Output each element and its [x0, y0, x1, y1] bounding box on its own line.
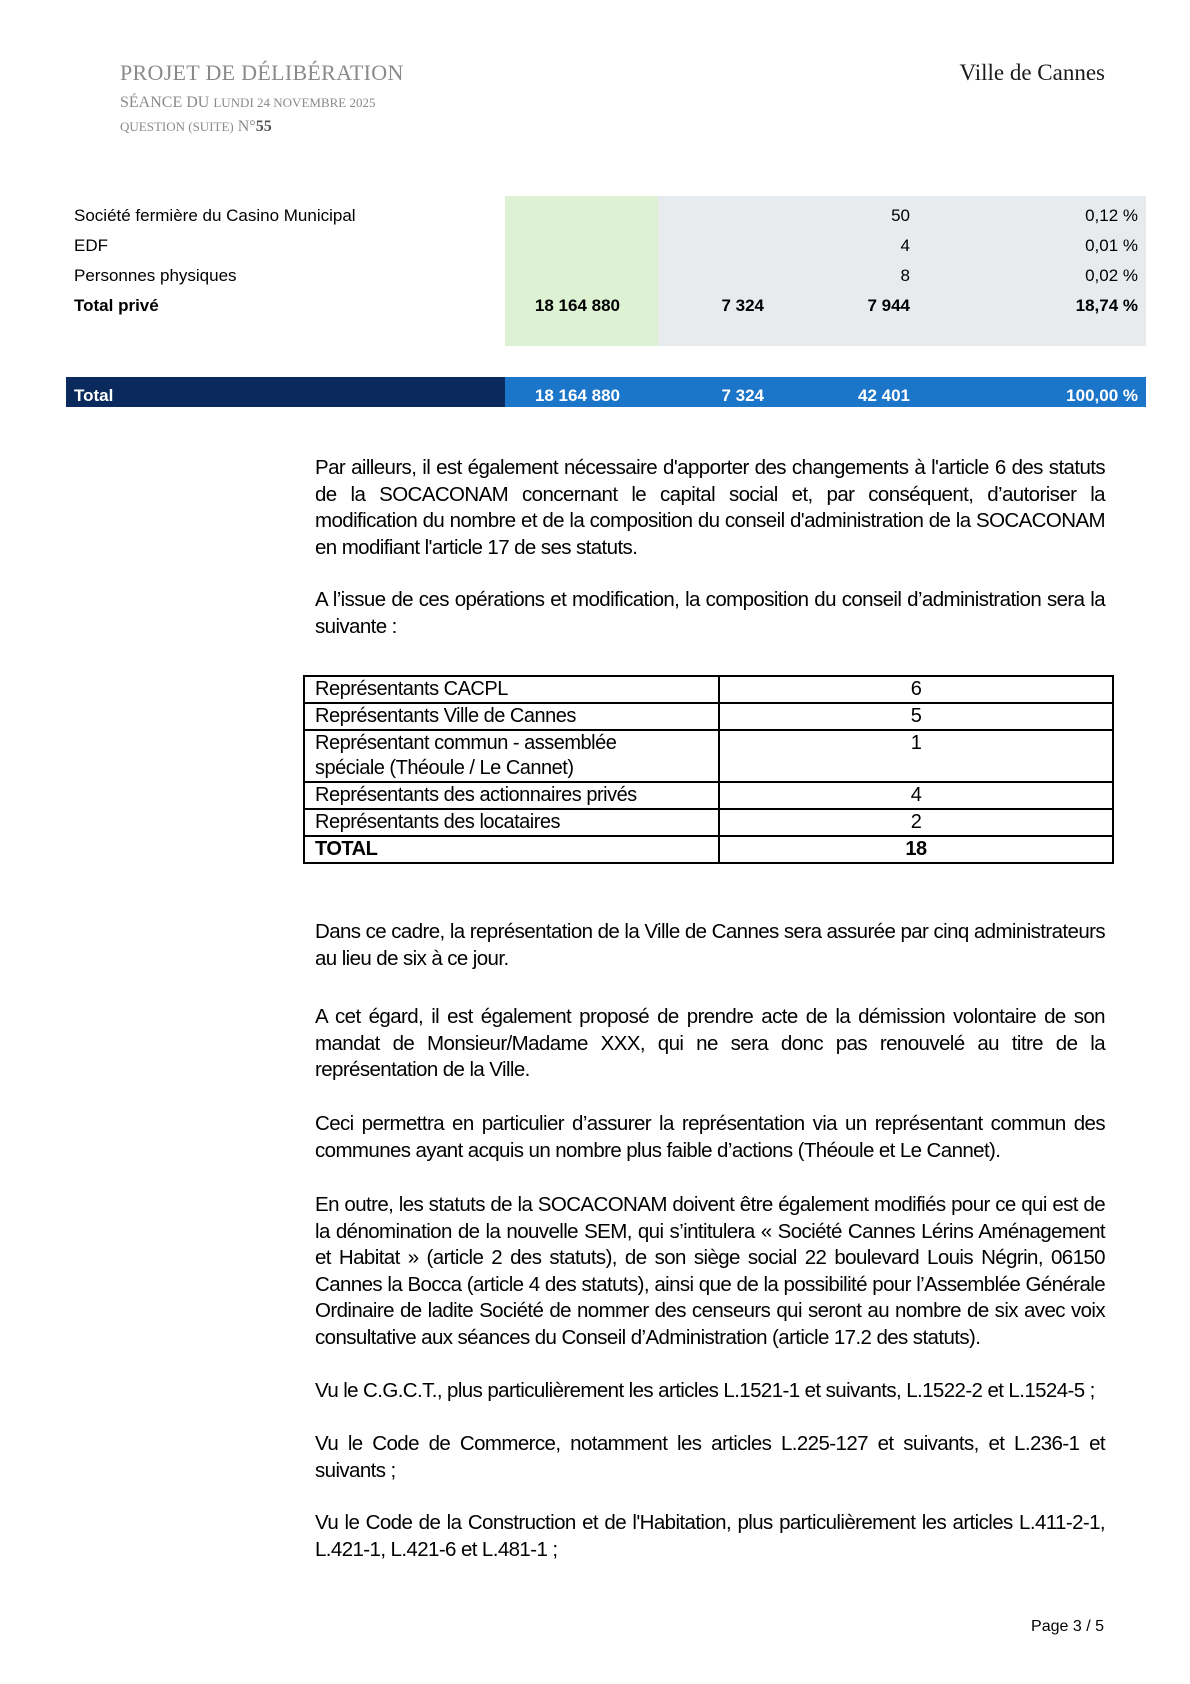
seance-line [120, 94, 404, 112]
table-total-row [304, 836, 1113, 863]
board-value: 1 [719, 730, 1113, 782]
row-value-shares: 8 [900, 266, 910, 285]
total-label: Total [74, 386, 114, 405]
paragraph: Vu le C.G.C.T., plus particulièrement les articles L.1521-1 et suivants, L.1522-2 et L.1524-5 ; [315, 1379, 1095, 1402]
shareholder-row [66, 266, 1146, 294]
subtotal-percent: 18,74 % [1075, 296, 1138, 315]
board-value: 5 [719, 703, 1113, 730]
board-value: 6 [719, 676, 1113, 703]
seance-date: LUNDI 24 NOVEMBRE 2025 [213, 95, 376, 110]
row-value-percent: 0,01 % [1085, 236, 1138, 255]
shareholder-row [66, 236, 1146, 264]
board-composition-table [303, 675, 1114, 864]
seance-prefix: SÉANCE DU [120, 94, 210, 111]
row-label: Personnes physiques [74, 266, 237, 285]
paragraph: Vu le Code de Commerce, notamment les articles L.225-127 et suivants, et L.236-1 et suivants ; [315, 1432, 1105, 1482]
paragraph: Vu le Code de la Construction et de l'Habitation, plus particulièrement les articles L.411-2-1, L.421-1, L.421-6 et L.481-1 ; [315, 1511, 1105, 1561]
board-label: Représentant commun - assemblée spéciale (Théoule / Le Cannet) [304, 730, 719, 782]
shareholder-row [66, 206, 1146, 234]
document-title: PROJET DE DÉLIBÉRATION [120, 60, 404, 85]
table-row [304, 782, 1113, 809]
shareholder-total-row [66, 377, 1146, 407]
row-value-percent: 0,02 % [1085, 266, 1138, 285]
total-shares: 42 401 [858, 386, 910, 405]
row-value-shares: 50 [891, 206, 910, 225]
paragraph: Par ailleurs, il est également nécessaire d'apporter des changements à l'article 6 des statuts de la SOCACONAM concernant le capital social et, par conséquent, d’autoriser la modification du nombre et de la composition du conseil d'administration de la SOCACONAM en modifiant l'article 17 de ses statuts. [315, 456, 1105, 559]
subtotal-capital: 18 164 880 [534, 296, 620, 315]
question-prefix: QUESTION (SUITE) [120, 119, 234, 134]
board-label: Représentants CACPL [304, 676, 719, 703]
paragraph: Dans ce cadre, la représentation de la Ville de Cannes sera assurée par cinq administrateurs au lieu de six à ce jour. [315, 920, 1105, 970]
board-total-label: TOTAL [304, 836, 719, 863]
board-label: Représentants des locataires [304, 809, 719, 836]
row-label: Société fermière du Casino Municipal [74, 206, 356, 225]
paragraph: A l’issue de ces opérations et modification, la composition du conseil d’administration sera la suivante : [315, 588, 1105, 638]
total-capital: 18 164 880 [534, 386, 620, 405]
paragraph: A cet égard, il est également proposé de prendre acte de la démission volontaire de son mandat de Monsieur/Madame XXX, qui ne sera donc pas renouvelé au titre de la représentation de la Ville. [315, 1005, 1105, 1081]
board-value: 4 [719, 782, 1113, 809]
board-label: Représentants des actionnaires privés [304, 782, 719, 809]
paragraph: En outre, les statuts de la SOCACONAM doivent être également modifiés pour ce qui est de la dénomination de la nouvelle SEM, qui s’intitulera « Société Cannes Lérins Aménagement et Habitat » (article 2 des statuts), de son siège social 22 boulevard Louis Négrin, 06150 Cannes la Bocca (article 4 des statuts), ainsi que de la possibilité pour l’Assemblée Générale Ordinaire de ladite Société de nommer des censeurs qui seront au nombre de six avec voix consultative aux séances du Conseil d’Administration (article 17.2 des statuts). [315, 1193, 1105, 1349]
question-line [120, 118, 404, 136]
table-row [304, 809, 1113, 836]
subtotal-new-shares: 7 324 [721, 296, 764, 315]
table-row [304, 676, 1113, 703]
row-value-percent: 0,12 % [1085, 206, 1138, 225]
subtotal-label: Total privé [74, 296, 159, 315]
row-label: EDF [74, 236, 108, 255]
city-name: Ville de Cannes [959, 60, 1105, 85]
document-header [120, 60, 404, 136]
total-new-shares: 7 324 [721, 386, 764, 405]
question-number-label: N° [237, 118, 256, 135]
paragraph: Ceci permettra en particulier d’assurer la représentation via un représentant commun des communes ayant acquis un nombre plus faible d’actions (Théoule et Le Cannet). [315, 1112, 1105, 1162]
row-value-shares: 4 [900, 236, 910, 255]
table-row [304, 730, 1113, 782]
board-total-value: 18 [719, 836, 1113, 863]
shareholder-subtotal-row [66, 296, 1146, 324]
subtotal-shares: 7 944 [867, 296, 910, 315]
table-row [304, 703, 1113, 730]
question-number: 55 [255, 118, 272, 135]
page-number: Page 3 / 5 [1031, 1618, 1104, 1635]
board-value: 2 [719, 809, 1113, 836]
board-label: Représentants Ville de Cannes [304, 703, 719, 730]
total-percent: 100,00 % [1066, 386, 1138, 405]
